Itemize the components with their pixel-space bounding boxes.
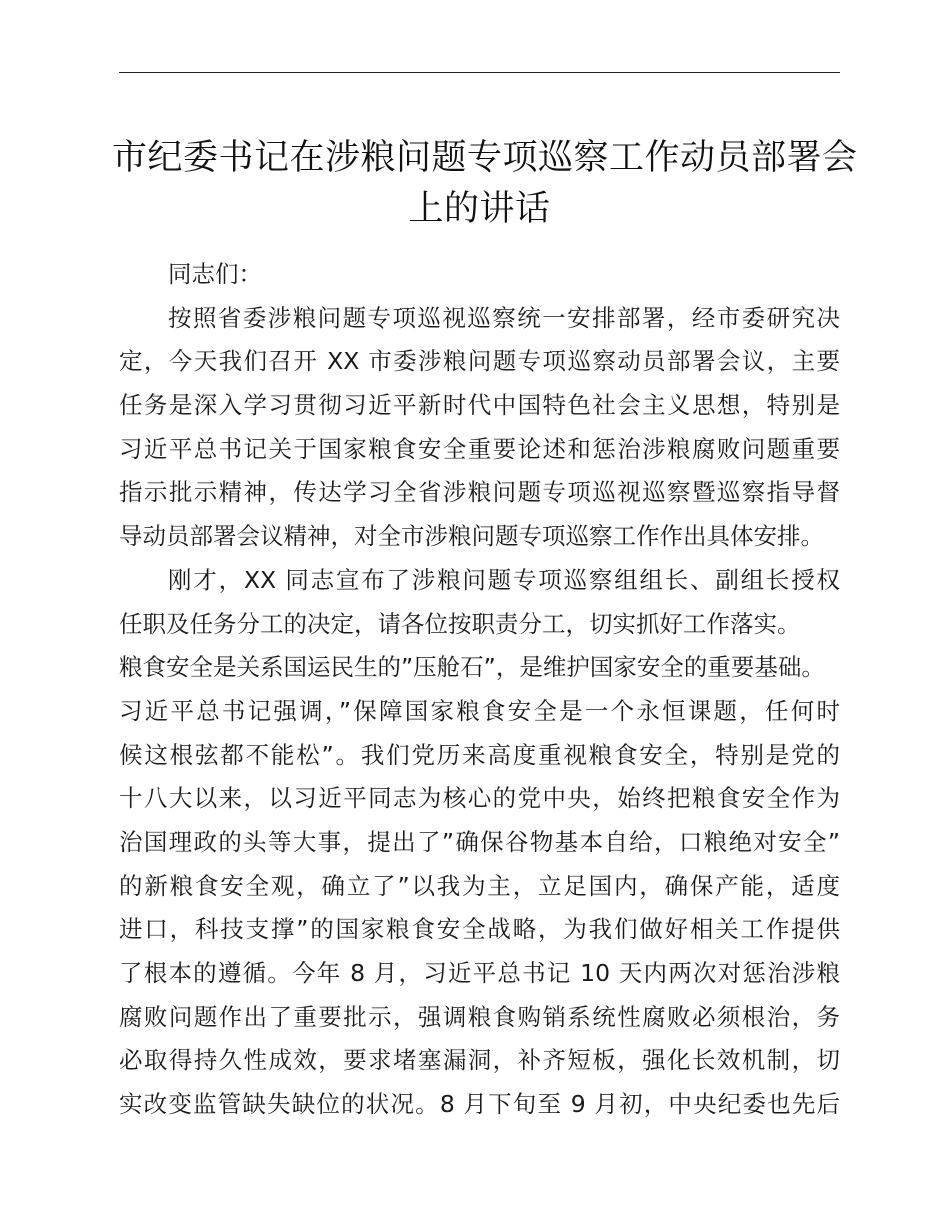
body-line: 候这根弦都不能松”。我们党历来高度重视粮食安全，特别是党的 [119,740,840,769]
body-line: 习近平总书记关于国家粮食安全重要论述和惩治涉粮腐败问题重要 [119,434,840,463]
body-line: 习近平总书记强调，”保障国家粮食安全是一个永恒课题，任何时 [119,696,840,725]
body-line: 指示批示精神，传达学习全省涉粮问题专项巡视巡察暨巡察指导督 [119,478,840,507]
body-line: 十八大以来，以习近平同志为核心的党中央，始终把粮食安全作为 [119,784,840,813]
body-line: 定，今天我们召开 XX 市委涉粮问题专项巡察动员部署会议，主要 [119,347,840,376]
document-title [112,133,858,235]
body-line: 刚才，XX 同志宣布了涉粮问题专项巡察组组长、副组长授权 [168,565,840,594]
header-rule [119,72,840,73]
body-line: 按照省委涉粮问题专项巡视巡察统一安排部署，经市委研究决 [168,303,840,332]
document-body [119,253,840,1127]
body-line: 同志们： [168,260,262,288]
body-line: 腐败问题作出了重要批示，强调粮食购销系统性腐败必须根治，务 [119,1002,840,1031]
body-line: 治国理政的头等大事，提出了”确保谷物基本自给，口粮绝对安全” [119,827,840,856]
body-line: 导动员部署会议精神，对全市涉粮问题专项巡察工作作出具体安排。 [119,522,824,551]
body-line: 必取得持久性成效，要求堵塞漏洞，补齐短板，强化长效机制，切 [119,1046,840,1075]
body-line: 粮食安全是关系国运民生的”压舱石”，是维护国家安全的重要基础。 [119,653,825,682]
body-line: 的新粮食安全观，确立了”以我为主，立足国内，确保产能，适度 [119,871,840,900]
title-line: 市纪委书记在涉粮问题专项巡察工作动员部署会 [112,138,858,178]
title-line: 上的讲话 [408,189,551,229]
body-line: 任务是深入学习贯彻习近平新时代中国特色社会主义思想，特别是 [119,391,840,420]
body-line: 了根本的遵循。今年 8 月，习近平总书记 10 天内两次对惩治涉粮 [119,959,840,987]
body-line: 进口，科技支撑”的国家粮食安全战略，为我们做好相关工作提供 [119,915,840,944]
body-line: 实改变监管缺失缺位的状况。8 月下旬至 9 月初，中央纪委也先后 [119,1090,840,1119]
body-line: 任职及任务分工的决定，请各位按职责分工，切实抓好工作落实。 [119,609,801,638]
